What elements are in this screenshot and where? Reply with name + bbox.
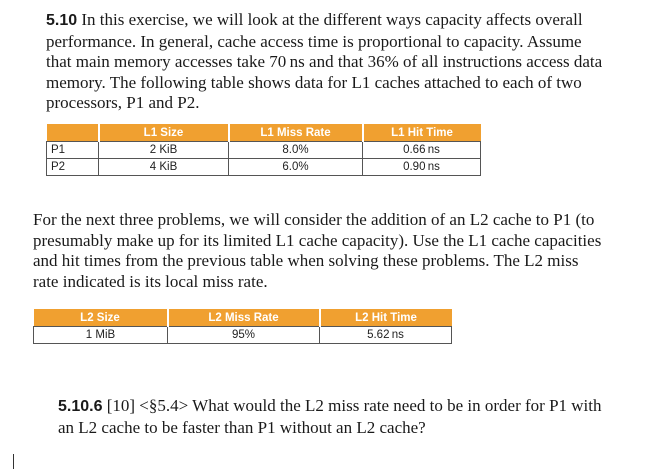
table-cell: 1 MiB	[34, 327, 168, 344]
table-row	[47, 142, 481, 159]
paragraph-line: For the next three problems, we will consider the addition of an L2 cache to P1 (to	[33, 210, 595, 229]
exercise-intro	[46, 10, 602, 114]
intro-line: 5.10 In this exercise, we will look at the different ways capacity affects overall	[46, 10, 583, 29]
intro-line: performance. In general, cache access time is proportional to capacity. Assume	[46, 31, 582, 51]
table-row	[47, 159, 481, 176]
table-header-cell	[47, 124, 99, 142]
table-header-cell: L2 Hit Time	[320, 309, 452, 327]
table-cell: 5.62 ns	[320, 327, 452, 344]
text-cursor	[13, 454, 14, 469]
table-cell: 2 KiB	[99, 142, 229, 159]
table-header-cell: L2 Miss Rate	[168, 309, 320, 327]
paragraph-line: presumably make up for its limited L1 cache capacity). Use the L1 cache capacities	[33, 230, 602, 250]
table-header-cell: L1 Hit Time	[363, 124, 481, 142]
question-line: an L2 cache to be faster than P1 without an L2 cache?	[58, 417, 426, 437]
l2-intro-paragraph	[33, 210, 601, 292]
table-cell: 4 KiB	[99, 159, 229, 176]
question-number: 5.10.6	[58, 398, 103, 415]
table-cell: 8.0%	[229, 142, 363, 159]
table-header-row	[47, 124, 481, 142]
table-header-cell: L2 Size	[34, 309, 168, 327]
question-5-10-6	[58, 396, 602, 438]
l2-cache-table	[33, 309, 452, 344]
table-cell: 0.90 ns	[363, 159, 481, 176]
l1-cache-table	[46, 124, 481, 176]
table-header-cell: L1 Size	[99, 124, 229, 142]
row-label: P2	[47, 159, 99, 176]
row-label: P1	[47, 142, 99, 159]
paragraph-line: rate indicated is its local miss rate.	[33, 271, 268, 291]
table-row	[34, 327, 452, 344]
table-cell: 95%	[168, 327, 320, 344]
intro-line: memory. The following table shows data for L1 caches attached to each of two	[46, 72, 582, 92]
table-cell: 0.66 ns	[363, 142, 481, 159]
question-line: 5.10.6 [10] <§5.4> What would the L2 miss rate need to be in order for P1 with	[58, 396, 602, 415]
intro-line: that main memory accesses take 70 ns and that 36% of all instructions access data	[46, 52, 603, 72]
table-header-row	[34, 309, 452, 327]
table-cell: 6.0%	[229, 159, 363, 176]
intro-line: processors, P1 and P2.	[46, 93, 200, 113]
exercise-number: 5.10	[46, 12, 78, 29]
paragraph-line: and hit times from the previous table when solving these problems. The L2 miss	[33, 251, 579, 271]
table-header-cell: L1 Miss Rate	[229, 124, 363, 142]
